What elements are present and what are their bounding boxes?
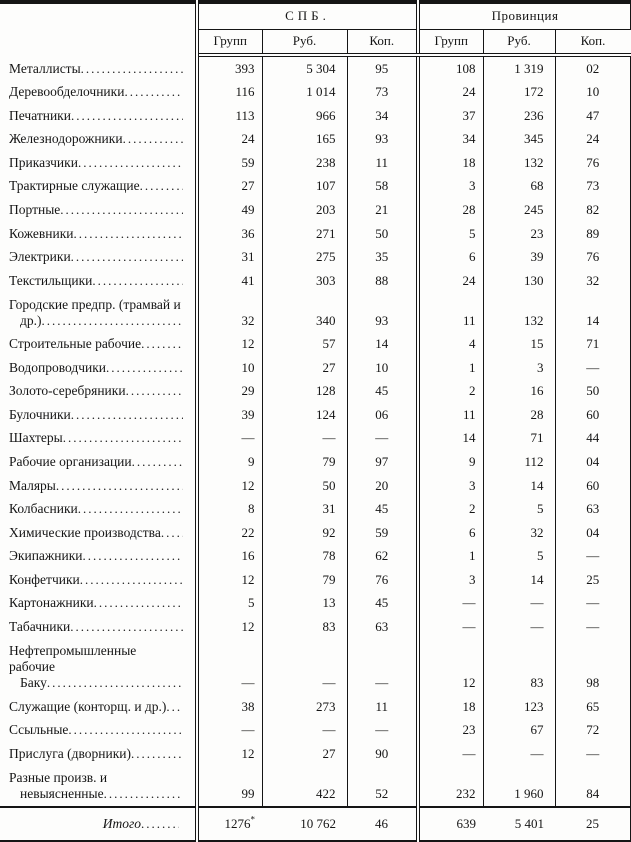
row-label: Металлисты .....: [0, 55, 197, 81]
cell-prov-rub: 28: [483, 403, 555, 427]
cell-prov-kop: 72: [555, 719, 631, 743]
table-row: [0, 222, 631, 246]
row-label: Строительные рабочие .....: [0, 333, 197, 357]
leader-dots: [141, 336, 183, 352]
cell-spb-grupp: —: [197, 719, 262, 743]
label-column-subheader: [0, 29, 197, 55]
leader-dots: [166, 699, 183, 715]
cell-prov-kop: 24: [555, 128, 631, 152]
leader-dots: [131, 746, 183, 762]
row-label: Печатники .....: [0, 104, 197, 128]
cell-prov-kop: 10: [555, 81, 631, 105]
table-row: [0, 175, 631, 199]
cell-prov-rub: 83: [483, 639, 555, 695]
table-row: [0, 474, 631, 498]
row-label: Ссыльные .....: [0, 719, 197, 743]
total-spb-grupp: 1276*: [197, 807, 262, 841]
group-header-province: [418, 2, 631, 29]
cell-spb-grupp: —: [197, 639, 262, 695]
cell-spb-kop: 95: [347, 55, 418, 81]
leader-dots: [63, 430, 183, 446]
cell-spb-rub: 57: [262, 333, 347, 357]
cell-spb-kop: —: [347, 427, 418, 451]
cell-prov-kop: 89: [555, 222, 631, 246]
cell-spb-grupp: 24: [197, 128, 262, 152]
cell-prov-grupp: 3: [418, 175, 483, 199]
group-header-row: [0, 2, 631, 29]
cell-prov-grupp: 108: [418, 55, 483, 81]
cell-spb-rub: 107: [262, 175, 347, 199]
cell-prov-grupp: 3: [418, 568, 483, 592]
cell-spb-rub: 83: [262, 615, 347, 639]
cell-spb-kop: 62: [347, 545, 418, 569]
cell-prov-rub: 5: [483, 498, 555, 522]
row-label: Нефтепромышленные рабочие Баку .....: [0, 639, 197, 695]
cell-prov-kop: 44: [555, 427, 631, 451]
cell-prov-grupp: —: [418, 742, 483, 766]
cell-spb-grupp: 31: [197, 246, 262, 270]
cell-spb-grupp: 36: [197, 222, 262, 246]
cell-spb-kop: 63: [347, 615, 418, 639]
row-label: Портные .....: [0, 198, 197, 222]
cell-spb-rub: 31: [262, 498, 347, 522]
cell-spb-kop: 50: [347, 222, 418, 246]
cell-spb-kop: 45: [347, 380, 418, 404]
cell-spb-rub: 78: [262, 545, 347, 569]
table-row: [0, 592, 631, 616]
table-row: [0, 615, 631, 639]
cell-prov-rub: 345: [483, 128, 555, 152]
leader-dots: [104, 786, 183, 802]
cell-prov-rub: 245: [483, 198, 555, 222]
cell-spb-kop: 45: [347, 592, 418, 616]
cell-prov-grupp: 11: [418, 293, 483, 333]
cell-spb-kop: 11: [347, 151, 418, 175]
cell-spb-kop: 59: [347, 521, 418, 545]
table-row: [0, 198, 631, 222]
row-label: Золото-серебряники .....: [0, 380, 197, 404]
row-label: Химические производства .....: [0, 521, 197, 545]
table-row: [0, 128, 631, 152]
cell-spb-kop: 93: [347, 128, 418, 152]
cell-spb-grupp: 12: [197, 568, 262, 592]
cell-spb-grupp: 393: [197, 55, 262, 81]
cell-spb-rub: 966: [262, 104, 347, 128]
cell-spb-kop: 11: [347, 695, 418, 719]
cell-prov-rub: 14: [483, 568, 555, 592]
row-label: Водопроводчики .....: [0, 356, 197, 380]
cell-prov-grupp: 12: [418, 639, 483, 695]
cell-prov-rub: 1 319: [483, 55, 555, 81]
cell-spb-grupp: 12: [197, 615, 262, 639]
group-title-spb: СПБ.: [285, 8, 330, 24]
cell-prov-grupp: 1: [418, 545, 483, 569]
table-row: [0, 450, 631, 474]
table-row: [0, 521, 631, 545]
cell-prov-kop: 32: [555, 269, 631, 293]
cell-prov-grupp: 3: [418, 474, 483, 498]
cell-spb-kop: 76: [347, 568, 418, 592]
leader-dots: [78, 155, 183, 171]
cell-spb-rub: 271: [262, 222, 347, 246]
row-label: Колбасники .....: [0, 498, 197, 522]
cell-prov-rub: 112: [483, 450, 555, 474]
cell-prov-rub: 15: [483, 333, 555, 357]
table-row: [0, 269, 631, 293]
cell-spb-grupp: 49: [197, 198, 262, 222]
cell-spb-grupp: 38: [197, 695, 262, 719]
table-row: [0, 498, 631, 522]
cell-spb-grupp: 99: [197, 766, 262, 807]
leader-dots: [68, 722, 183, 738]
cell-prov-grupp: 18: [418, 695, 483, 719]
cell-prov-kop: 98: [555, 639, 631, 695]
leader-dots: [82, 548, 183, 564]
total-prov-kop: 25: [555, 807, 631, 841]
total-spb-rub: 10 762: [262, 807, 347, 841]
cell-spb-rub: 27: [262, 742, 347, 766]
cell-spb-kop: 93: [347, 293, 418, 333]
cell-spb-grupp: 27: [197, 175, 262, 199]
cell-prov-rub: 67: [483, 719, 555, 743]
cell-spb-grupp: 22: [197, 521, 262, 545]
table-row: [0, 356, 631, 380]
total-row: [0, 807, 631, 841]
cell-prov-grupp: 18: [418, 151, 483, 175]
cell-prov-kop: 02: [555, 55, 631, 81]
cell-spb-rub: 13: [262, 592, 347, 616]
group-title-province: Провинция: [491, 8, 559, 24]
leader-dots: [70, 619, 183, 635]
leader-dots: [140, 178, 183, 194]
cell-prov-rub: 1 960: [483, 766, 555, 807]
cell-spb-kop: 14: [347, 333, 418, 357]
leader-dots: [161, 525, 183, 541]
row-label: Шахтеры .....: [0, 427, 197, 451]
cell-prov-grupp: 24: [418, 269, 483, 293]
col-prov-grupp: Групп: [418, 29, 483, 55]
leader-dots: [141, 816, 179, 832]
cell-prov-rub: 130: [483, 269, 555, 293]
cell-prov-kop: 76: [555, 151, 631, 175]
cell-prov-kop: 71: [555, 333, 631, 357]
cell-prov-grupp: 28: [418, 198, 483, 222]
cell-spb-kop: 58: [347, 175, 418, 199]
label-column-header: [0, 2, 197, 29]
cell-prov-rub: 5: [483, 545, 555, 569]
cell-spb-grupp: 59: [197, 151, 262, 175]
table-row: [0, 766, 631, 807]
cell-prov-grupp: —: [418, 615, 483, 639]
col-prov-rub: Руб.: [483, 29, 555, 55]
table-row: [0, 545, 631, 569]
cell-prov-rub: 23: [483, 222, 555, 246]
table-row: [0, 246, 631, 270]
row-label: Конфетчики .....: [0, 568, 197, 592]
cell-spb-rub: 124: [262, 403, 347, 427]
table-row: [0, 380, 631, 404]
cell-prov-kop: 25: [555, 568, 631, 592]
table-row: [0, 639, 631, 695]
cell-prov-kop: 04: [555, 450, 631, 474]
cell-prov-rub: 236: [483, 104, 555, 128]
col-spb-grupp: Групп: [197, 29, 262, 55]
cell-spb-rub: —: [262, 719, 347, 743]
cell-spb-rub: 1 014: [262, 81, 347, 105]
subcolumn-header-row: [0, 29, 631, 55]
cell-spb-kop: —: [347, 639, 418, 695]
total-label: Итого: [102, 815, 141, 831]
leader-dots: [47, 675, 183, 691]
cell-prov-rub: 32: [483, 521, 555, 545]
cell-spb-kop: 06: [347, 403, 418, 427]
cell-spb-grupp: 10: [197, 356, 262, 380]
cell-prov-rub: 132: [483, 293, 555, 333]
cell-prov-kop: 60: [555, 403, 631, 427]
cell-spb-kop: 97: [347, 450, 418, 474]
cell-prov-grupp: —: [418, 592, 483, 616]
cell-prov-kop: 47: [555, 104, 631, 128]
leader-dots: [78, 501, 183, 517]
leader-dots: [132, 454, 183, 470]
cell-spb-rub: 273: [262, 695, 347, 719]
cell-spb-rub: 79: [262, 568, 347, 592]
cell-spb-grupp: 29: [197, 380, 262, 404]
cell-prov-kop: 50: [555, 380, 631, 404]
cell-prov-kop: 04: [555, 521, 631, 545]
cell-prov-rub: 39: [483, 246, 555, 270]
row-label: Электрики .....: [0, 246, 197, 270]
cell-spb-grupp: 32: [197, 293, 262, 333]
table-row: [0, 719, 631, 743]
cell-prov-grupp: 14: [418, 427, 483, 451]
leader-dots: [74, 226, 184, 242]
cell-prov-kop: —: [555, 592, 631, 616]
leader-dots: [71, 249, 183, 265]
leader-dots: [42, 313, 184, 329]
leader-dots: [80, 572, 183, 588]
leader-dots: [124, 84, 183, 100]
leader-dots: [123, 131, 183, 147]
cell-spb-grupp: 16: [197, 545, 262, 569]
cell-spb-rub: —: [262, 427, 347, 451]
table-footer: [0, 807, 631, 841]
cell-prov-grupp: 1: [418, 356, 483, 380]
cell-prov-grupp: 9: [418, 450, 483, 474]
cell-prov-rub: 3: [483, 356, 555, 380]
cell-spb-grupp: 113: [197, 104, 262, 128]
cell-spb-rub: 303: [262, 269, 347, 293]
cell-prov-grupp: 23: [418, 719, 483, 743]
total-prov-rub: 5 401: [483, 807, 555, 841]
cell-spb-grupp: 12: [197, 333, 262, 357]
cell-prov-grupp: 6: [418, 521, 483, 545]
cell-spb-rub: 27: [262, 356, 347, 380]
cell-spb-grupp: 12: [197, 742, 262, 766]
cell-spb-rub: —: [262, 639, 347, 695]
leader-dots: [81, 61, 183, 77]
cell-prov-rub: 16: [483, 380, 555, 404]
cell-prov-kop: —: [555, 545, 631, 569]
cell-spb-kop: 73: [347, 81, 418, 105]
col-prov-kop: Коп.: [555, 29, 631, 55]
cell-prov-rub: —: [483, 615, 555, 639]
cell-spb-rub: 79: [262, 450, 347, 474]
cell-prov-rub: 132: [483, 151, 555, 175]
cell-prov-grupp: 34: [418, 128, 483, 152]
row-label: Табачники .....: [0, 615, 197, 639]
cell-prov-kop: —: [555, 742, 631, 766]
cell-prov-kop: 60: [555, 474, 631, 498]
group-header-spb: [197, 2, 418, 29]
cell-prov-grupp: 2: [418, 380, 483, 404]
cell-spb-grupp: —: [197, 427, 262, 451]
cell-prov-grupp: 24: [418, 81, 483, 105]
row-label: Экипажники .....: [0, 545, 197, 569]
cell-spb-kop: 21: [347, 198, 418, 222]
leader-dots: [94, 595, 183, 611]
cell-spb-rub: 92: [262, 521, 347, 545]
row-label: Кожевники .....: [0, 222, 197, 246]
cell-prov-kop: —: [555, 615, 631, 639]
row-label: Деревообделочники .....: [0, 81, 197, 105]
cell-spb-rub: 275: [262, 246, 347, 270]
row-label: Приказчики .....: [0, 151, 197, 175]
cell-prov-grupp: 232: [418, 766, 483, 807]
row-label: Городские предпр. (трамвай и др.) .....: [0, 293, 197, 333]
leader-dots: [60, 202, 183, 218]
row-label: Рабочие организации .....: [0, 450, 197, 474]
cell-prov-rub: 68: [483, 175, 555, 199]
col-spb-rub: Руб.: [262, 29, 347, 55]
footnote-marker: *: [250, 814, 255, 825]
cell-prov-kop: 84: [555, 766, 631, 807]
cell-prov-rub: —: [483, 592, 555, 616]
total-spb-kop: 46: [347, 807, 418, 841]
cell-prov-grupp: 2: [418, 498, 483, 522]
table-row: [0, 403, 631, 427]
cell-spb-rub: 340: [262, 293, 347, 333]
cell-prov-rub: 71: [483, 427, 555, 451]
cell-spb-grupp: 39: [197, 403, 262, 427]
cell-spb-rub: 128: [262, 380, 347, 404]
leader-dots: [92, 273, 183, 289]
cell-spb-rub: 5 304: [262, 55, 347, 81]
cell-prov-rub: 172: [483, 81, 555, 105]
cell-spb-grupp: 9: [197, 450, 262, 474]
table-row: [0, 742, 631, 766]
cell-spb-grupp: 12: [197, 474, 262, 498]
table-row: [0, 568, 631, 592]
table-row: [0, 151, 631, 175]
cell-spb-grupp: 116: [197, 81, 262, 105]
leader-dots: [71, 108, 183, 124]
cell-spb-rub: 238: [262, 151, 347, 175]
cell-spb-rub: 50: [262, 474, 347, 498]
table-row: [0, 695, 631, 719]
cell-spb-kop: 10: [347, 356, 418, 380]
cell-prov-kop: 63: [555, 498, 631, 522]
col-spb-kop: Коп.: [347, 29, 418, 55]
cell-spb-kop: 52: [347, 766, 418, 807]
cell-prov-kop: 76: [555, 246, 631, 270]
cell-prov-kop: —: [555, 356, 631, 380]
cell-spb-grupp: 41: [197, 269, 262, 293]
row-label: Прислуга (дворники) .....: [0, 742, 197, 766]
cell-prov-grupp: 11: [418, 403, 483, 427]
table-row: [0, 293, 631, 333]
row-label: Булочники .....: [0, 403, 197, 427]
table-row: [0, 427, 631, 451]
leader-dots: [56, 478, 183, 494]
cell-spb-kop: 90: [347, 742, 418, 766]
cell-spb-grupp: 8: [197, 498, 262, 522]
cell-prov-grupp: 5: [418, 222, 483, 246]
row-label: Разные произв. и невыясненные .....: [0, 766, 197, 807]
cell-prov-kop: 73: [555, 175, 631, 199]
leader-dots: [71, 407, 183, 423]
cell-prov-kop: 82: [555, 198, 631, 222]
cell-prov-grupp: 4: [418, 333, 483, 357]
cell-spb-kop: —: [347, 719, 418, 743]
cell-prov-rub: 123: [483, 695, 555, 719]
row-label: Маляры .....: [0, 474, 197, 498]
leader-dots: [106, 360, 183, 376]
cell-prov-kop: 14: [555, 293, 631, 333]
table-row: [0, 104, 631, 128]
cell-spb-kop: 45: [347, 498, 418, 522]
cell-prov-grupp: 37: [418, 104, 483, 128]
cell-spb-grupp: 5: [197, 592, 262, 616]
leader-dots: [126, 383, 183, 399]
cell-prov-rub: 14: [483, 474, 555, 498]
row-label: Железнодорожники .....: [0, 128, 197, 152]
cell-prov-kop: 65: [555, 695, 631, 719]
cell-spb-rub: 422: [262, 766, 347, 807]
row-label: Картонажники .....: [0, 592, 197, 616]
cell-spb-rub: 203: [262, 198, 347, 222]
total-prov-grupp: 639: [418, 807, 483, 841]
cell-spb-kop: 34: [347, 104, 418, 128]
table-row: [0, 55, 631, 81]
row-label: Текстильщики .....: [0, 269, 197, 293]
table-header: [0, 2, 631, 55]
table-row: [0, 333, 631, 357]
cell-prov-rub: —: [483, 742, 555, 766]
cell-spb-kop: 35: [347, 246, 418, 270]
table-row: [0, 81, 631, 105]
cell-spb-kop: 20: [347, 474, 418, 498]
total-label-cell: [0, 807, 197, 841]
row-label: Трактирные служащие .....: [0, 175, 197, 199]
cell-spb-kop: 88: [347, 269, 418, 293]
cell-prov-grupp: 6: [418, 246, 483, 270]
row-label: Служащие (конторщ. и др.) .....: [0, 695, 197, 719]
table-body: [0, 55, 631, 807]
cell-spb-rub: 165: [262, 128, 347, 152]
